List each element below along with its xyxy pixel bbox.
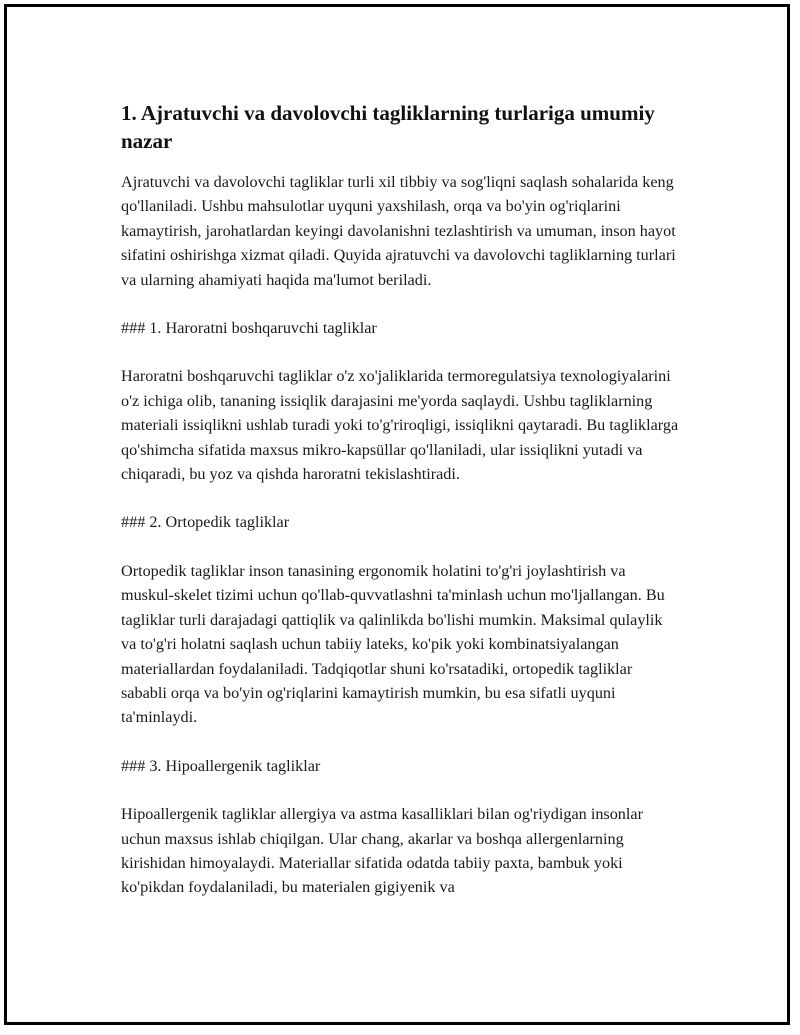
section-paragraph-3: Hipoallergenik tagliklar allergiya va astma kasalliklari bilan og'riydigan insonlar uchun maxsus ishlab chiqilgan. Ular chang, akarlar va boshqa allergenlarning kirishidan himoyalaydi. Materiallar sifatida odatda tabiiy paxta, bambuk yoki ko'pikdan foydalaniladi, bu materialen gigiyenik va (121, 805, 643, 897)
section-heading-3: ### 3. Hipoallergenik tagliklar (121, 756, 321, 775)
section-paragraph-1: Haroratni boshqaruvchi tagliklar o'z xo'jaliklarida termoregulatsiya texnologiyalarini o'z ichiga olib, tananing issiqlik darajasini me'yorda saqlaydi. Ushbu tagliklarning materiali issiqlikni ushlab turadi yoki to'g'riroqligi, issiqlikni qaytaradi. Bu tagliklarga qo'shimcha sifatida maxsus mikro-kapsüllar qo'llaniladi, ular issiqlikni yutadi va chiqaradi, bu yoz va qishda haroratni tekislashtiradi. (121, 367, 679, 484)
document-title: 1. Ajratuvchi va davolovchi tagliklarning turlariga umumiy nazar (121, 101, 655, 153)
section-paragraph-2: Ortopedik tagliklar inson tanasining ergonomik holatini to'g'ri joylashtirish va muskul-skelet tizimi uchun qo'llab-quvvatlashni ta'minlash uchun mo'ljallangan. Bu tagliklar turli darajadagi qattiqlik va qalinlikda bo'lishi mumkin. Maksimal qulaylik va to'g'ri holatni saqlash uchun tabiiy lateks, ko'pik yoki kombinatsiyalangan materiallardan foydalaniladi. Tadqiqotlar shuni ko'rsatadiki, ortopedik tagliklar sababli orqa va bo'yin og'riqlarini kamaytirish mumkin, bu esa sifatli uyquni ta'minlaydi. (121, 561, 665, 727)
section-heading-2: ### 2. Ortopedik tagliklar (121, 513, 290, 532)
intro-paragraph: Ajratuvchi va davolovchi tagliklar turli xil tibbiy va sog'liqni saqlash sohalarida keng qo'llaniladi. Ushbu mahsulotlar uyquni yaxshilash, orqa va bo'yin og'riqlarini kamaytirish, jarohatlardan keyingi davolanishni tezlashtirish va umuman, inson hayot sifatini oshirishga xizmat qiladi. Quyida ajratuvchi va davolovchi tagliklarning turlari va ularning ahamiyati haqida ma'lumot beriladi. (121, 173, 676, 289)
document-body (121, 99, 681, 924)
section-heading-1: ### 1. Haroratni boshqaruvchi tagliklar (121, 319, 377, 338)
document-page (4, 4, 790, 1025)
